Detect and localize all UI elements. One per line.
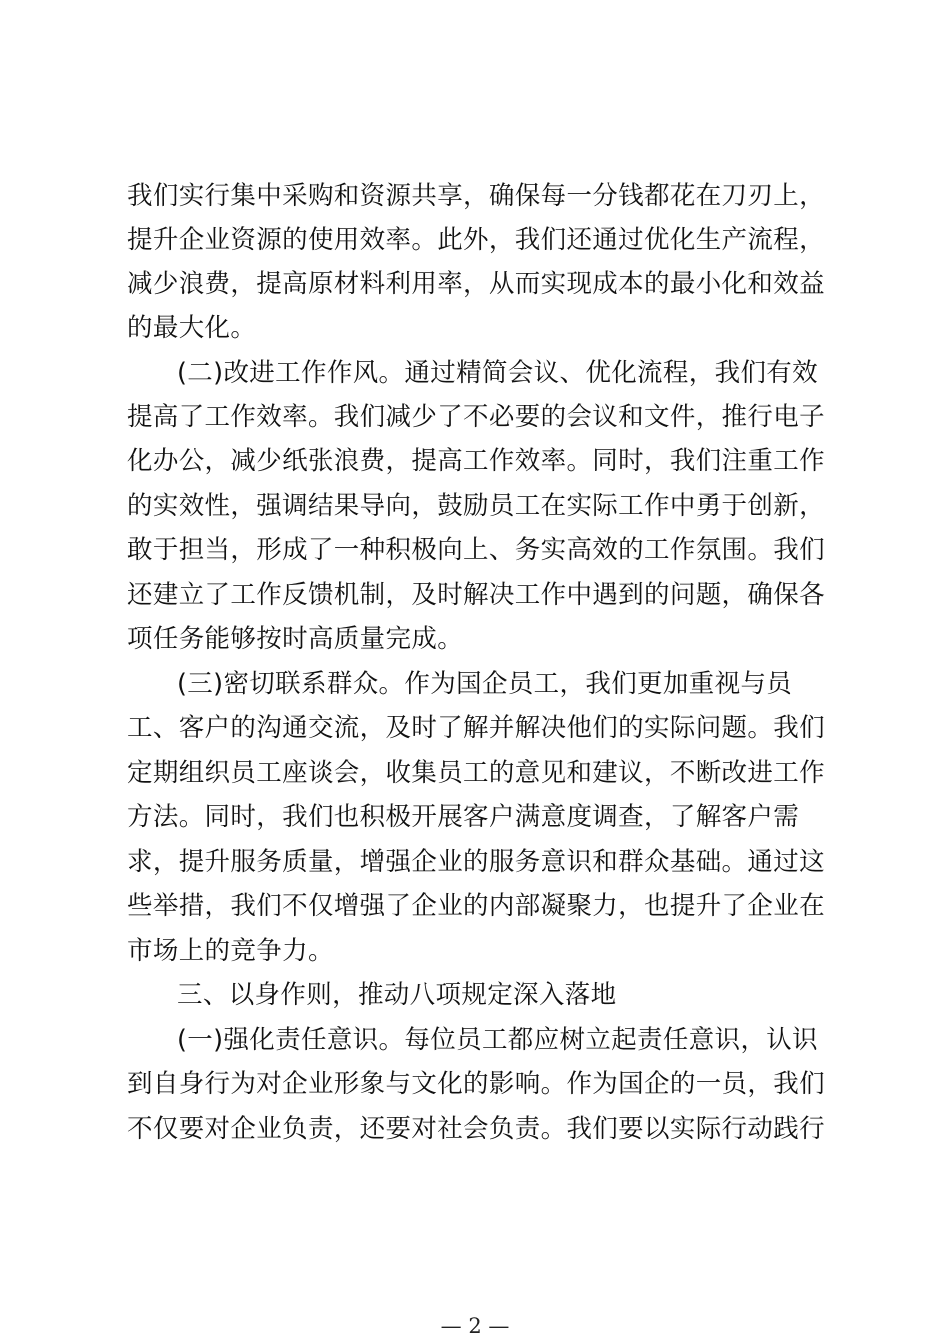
body-text-line: 化办公，减少纸张浪费，提高工作效率。同时，我们注重工作 [127, 446, 825, 476]
section-heading-line: 三、以身作则，推动八项规定深入落地 [177, 980, 617, 1010]
body-text-line: 提升企业资源的使用效率。此外，我们还通过优化生产流程， [127, 225, 825, 255]
body-text-line: 方法。同时，我们也积极开展客户满意度调查，了解客户需 [127, 802, 800, 832]
body-text-line: 的最大化。 [127, 313, 257, 343]
body-text-line: 我们实行集中采购和资源共享，确保每一分钱都花在刀刃上， [127, 181, 825, 211]
body-text-line: 些举措，我们不仅增强了企业的内部凝聚力，也提升了企业在 [127, 891, 825, 921]
body-text-line: 项任务能够按时高质量完成。 [127, 624, 464, 654]
body-text-line: 还建立了工作反馈机制，及时解决工作中遇到的问题，确保各 [127, 580, 825, 610]
body-text-line: 敢于担当，形成了一种积极向上、务实高效的工作氛围。我们 [127, 535, 825, 565]
body-text-line: 提高了工作效率。我们减少了不必要的会议和文件，推行电子 [127, 402, 825, 432]
body-text-line: 市场上的竞争力。 [127, 936, 334, 966]
body-text-line: 到自身行为对企业形象与文化的影响。作为国企的一员，我们 [127, 1069, 825, 1099]
body-text-line: 减少浪费，提高原材料利用率，从而实现成本的最小化和效益 [127, 269, 825, 299]
paragraph-heading-line: (三)密切联系群众。作为国企员工，我们更加重视与员 [177, 669, 793, 699]
page-number: — 2 — [440, 1314, 510, 1338]
body-text-line: 定期组织员工座谈会，收集员工的意见和建议，不断改进工作 [127, 758, 825, 788]
body-text-line: 的实效性，强调结果导向，鼓励员工在实际工作中勇于创新， [127, 491, 825, 521]
body-text-line: 求，提升服务质量，增强企业的服务意识和群众基础。通过这 [127, 847, 825, 877]
body-text-line: 工、客户的沟通交流，及时了解并解决他们的实际问题。我们 [127, 713, 825, 743]
paragraph-heading-line: (二)改进工作作风。通过精简会议、优化流程，我们有效 [177, 358, 818, 388]
paragraph-heading-line: (一)强化责任意识。每位员工都应树立起责任意识，认识 [177, 1025, 818, 1055]
body-text-line: 不仅要对企业负责，还要对社会负责。我们要以实际行动践行 [127, 1114, 825, 1144]
